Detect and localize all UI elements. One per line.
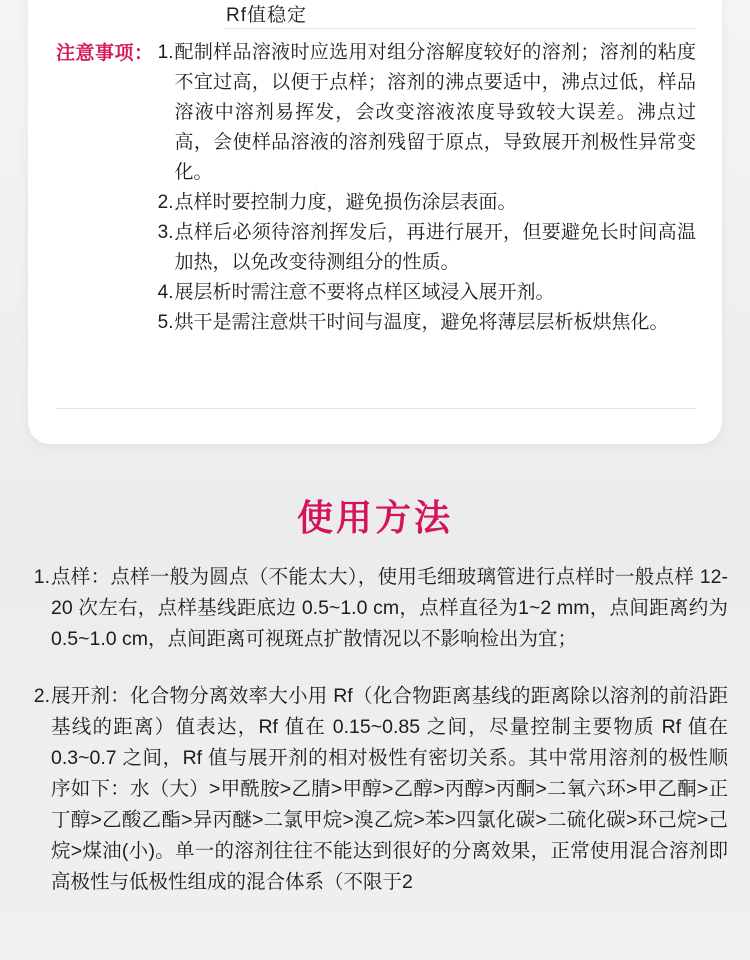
notes-item-text: 点样时要控制力度，避免损伤涂层表面。 <box>174 192 517 213</box>
notes-item-number: 4. <box>157 282 174 303</box>
notes-item <box>154 218 696 278</box>
usage-item <box>30 681 728 898</box>
notes-item-number: 1. <box>157 42 174 63</box>
usage-item-text: 点样：点样一般为圆点（不能太大），使用毛细玻璃管进行点样时一般点样 12-20 次左右，点样基线距底边 0.5~1.0 cm，点样直径为1~2 mm，点间距离约为 0.5~1.0 cm，点间距离可视斑点扩散情况以不影响检出为宜； <box>51 566 728 650</box>
notes-item <box>154 188 696 218</box>
notes-item-number: 3. <box>157 222 174 243</box>
divider-bottom <box>56 408 696 409</box>
section-heading: 使用方法 <box>296 497 453 538</box>
notes-item <box>154 38 696 188</box>
usage-item <box>30 562 728 655</box>
usage-item-text: 展开剂：化合物分离效率大小用 Rf（化合物距离基线的距离除以溶剂的前沿距基线的距离）值表达，Rf 值在 0.15~0.85 之间，尽量控制主要物质 Rf 值在 0.3~0.7 之间，Rf 值与展开剂的相对极性有密切关系。其中常用溶剂的极性顺序如下：水（大）>甲酰胺>乙腈>甲醇>乙醇>丙醇>丙酮>二氧六环>甲乙酮>正丁醇>乙酸乙酯>异丙醚>二氯甲烷>溴乙烷>苯>四氯化碳>二硫化碳>环己烷>己烷>煤油(小)。单一的溶剂往往不能达到很好的分离效果，正常使用混合溶剂即高极性与低极性组成的混合体系（不限于2 <box>51 685 728 893</box>
notes-item <box>154 278 696 308</box>
notes-card <box>28 0 722 444</box>
notes-list <box>154 38 696 338</box>
usage-item-number: 1. <box>33 566 50 588</box>
notes-item-number: 2. <box>157 192 174 213</box>
notes-item-text: 烘干是需注意烘干时间与温度，避免将薄层层析板烘焦化。 <box>174 312 669 333</box>
notes-item <box>154 308 696 338</box>
card-partial-line: Rf值稳定 <box>226 5 308 26</box>
notes-card-content <box>56 0 696 444</box>
usage-list <box>30 562 728 924</box>
notes-item-text: 点样后必须待溶剂挥发后，再进行展开，但要避免长时间高温加热，以免改变待测组分的性质。 <box>174 222 696 273</box>
usage-item-number: 2. <box>33 685 50 707</box>
notes-item-text: 展层析时需注意不要将点样区域浸入展开剂。 <box>174 282 555 303</box>
divider-top <box>224 28 696 29</box>
notes-item-text: 配制样品溶液时应选用对组分溶解度较好的溶剂；溶剂的粘度不宜过高，以便于点样；溶剂的沸点要适中，沸点过低，样品溶液中溶剂易挥发，会改变溶液浓度导致较大误差。沸点过高，会使样品溶液的溶剂残留于原点，导致展开剂极性异常变化。 <box>174 42 696 183</box>
notes-block <box>56 38 696 338</box>
notes-label: 注意事项： <box>56 43 154 64</box>
notes-item-number: 5. <box>157 312 174 333</box>
